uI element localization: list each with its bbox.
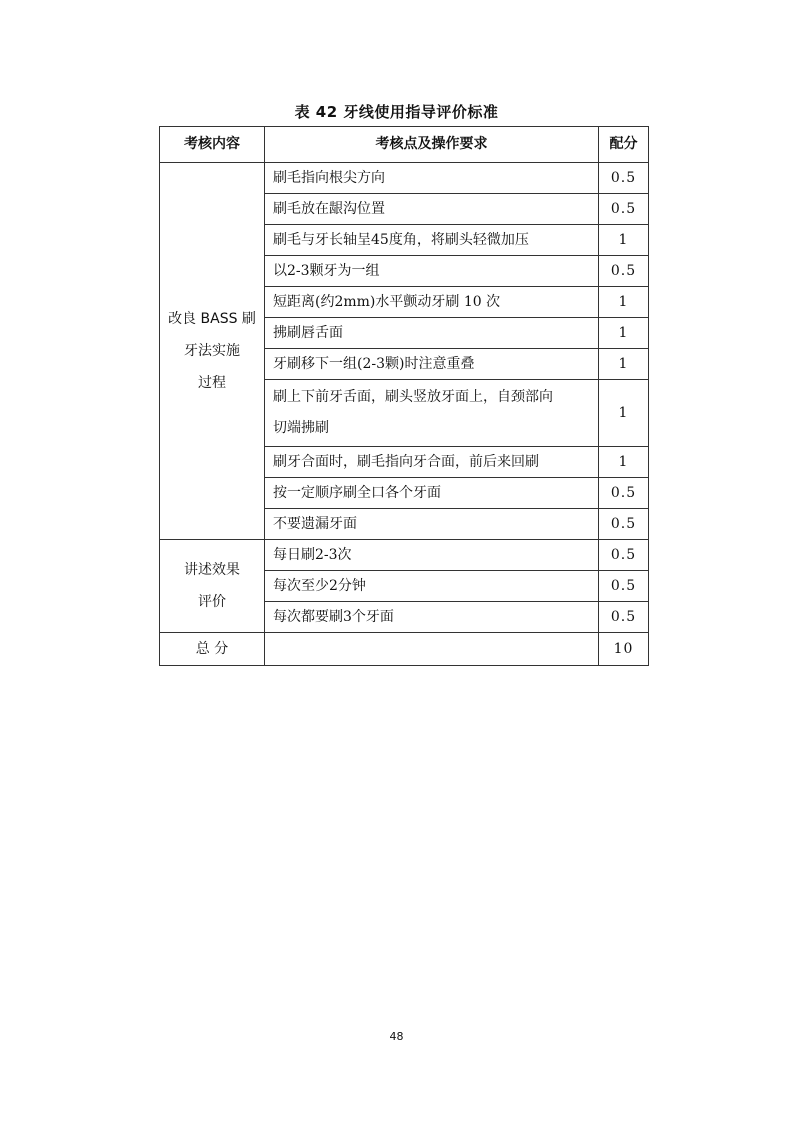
item-score: 1	[599, 447, 649, 478]
item-score: 1	[599, 349, 649, 380]
item-score: 0.5	[599, 163, 649, 194]
item-text-line: 切端拂刷	[273, 420, 329, 436]
item-score: 1	[599, 318, 649, 349]
item-text: 刷毛指向根尖方向	[265, 163, 599, 194]
table-row	[160, 540, 649, 571]
item-score: 0.5	[599, 602, 649, 633]
table-title: 表 42 牙线使用指导评价标准	[294, 103, 499, 121]
header-points: 考核点及操作要求	[265, 127, 599, 163]
item-text: 每日刷2-3次	[265, 540, 599, 571]
item-text-line: 刷上下前牙舌面，刷头竖放牙面上，自颈部向	[273, 389, 553, 405]
item-text: 不要遗漏牙面	[265, 509, 599, 540]
item-text: 刷毛放在龈沟位置	[265, 194, 599, 225]
category-bass	[160, 163, 265, 540]
item-score: 0.5	[599, 194, 649, 225]
page-number: 48	[389, 1030, 404, 1043]
item-text: 刷毛与牙长轴呈45度角，将刷头轻微加压	[265, 225, 599, 256]
item-score: 0.5	[599, 509, 649, 540]
header-row	[160, 127, 649, 163]
item-text: 每次都要刷3个牙面	[265, 602, 599, 633]
item-text: 牙刷移下一组(2-3颗)时注意重叠	[265, 349, 599, 380]
item-score: 1	[599, 380, 649, 447]
item-score: 0.5	[599, 256, 649, 287]
item-text: 每次至少2分钟	[265, 571, 599, 602]
total-score: 10	[599, 633, 649, 666]
item-score: 1	[599, 287, 649, 318]
header-content: 考核内容	[160, 127, 265, 163]
category-line: 过程	[198, 375, 226, 391]
item-text-multiline	[265, 380, 599, 447]
item-text: 以2-3颗牙为一组	[265, 256, 599, 287]
total-row	[160, 633, 649, 666]
item-score: 0.5	[599, 540, 649, 571]
item-score: 0.5	[599, 478, 649, 509]
evaluation-table	[159, 126, 649, 666]
item-score: 1	[599, 225, 649, 256]
total-value	[265, 633, 599, 666]
category-line: 牙法实施	[184, 343, 240, 359]
category-line: 改良 BASS 刷	[168, 311, 256, 327]
item-text: 短距离(约2mm)水平颤动牙刷 10 次	[265, 287, 599, 318]
item-score: 0.5	[599, 571, 649, 602]
item-text: 刷牙合面时，刷毛指向牙合面，前后来回刷	[265, 447, 599, 478]
item-text: 拂刷唇舌面	[265, 318, 599, 349]
header-score: 配分	[599, 127, 649, 163]
category-evaluation	[160, 540, 265, 633]
item-text: 按一定顺序刷全口各个牙面	[265, 478, 599, 509]
total-label: 总 分	[160, 633, 265, 666]
category-line: 评价	[198, 594, 226, 610]
table-row	[160, 163, 649, 194]
category-line: 讲述效果	[184, 562, 240, 578]
